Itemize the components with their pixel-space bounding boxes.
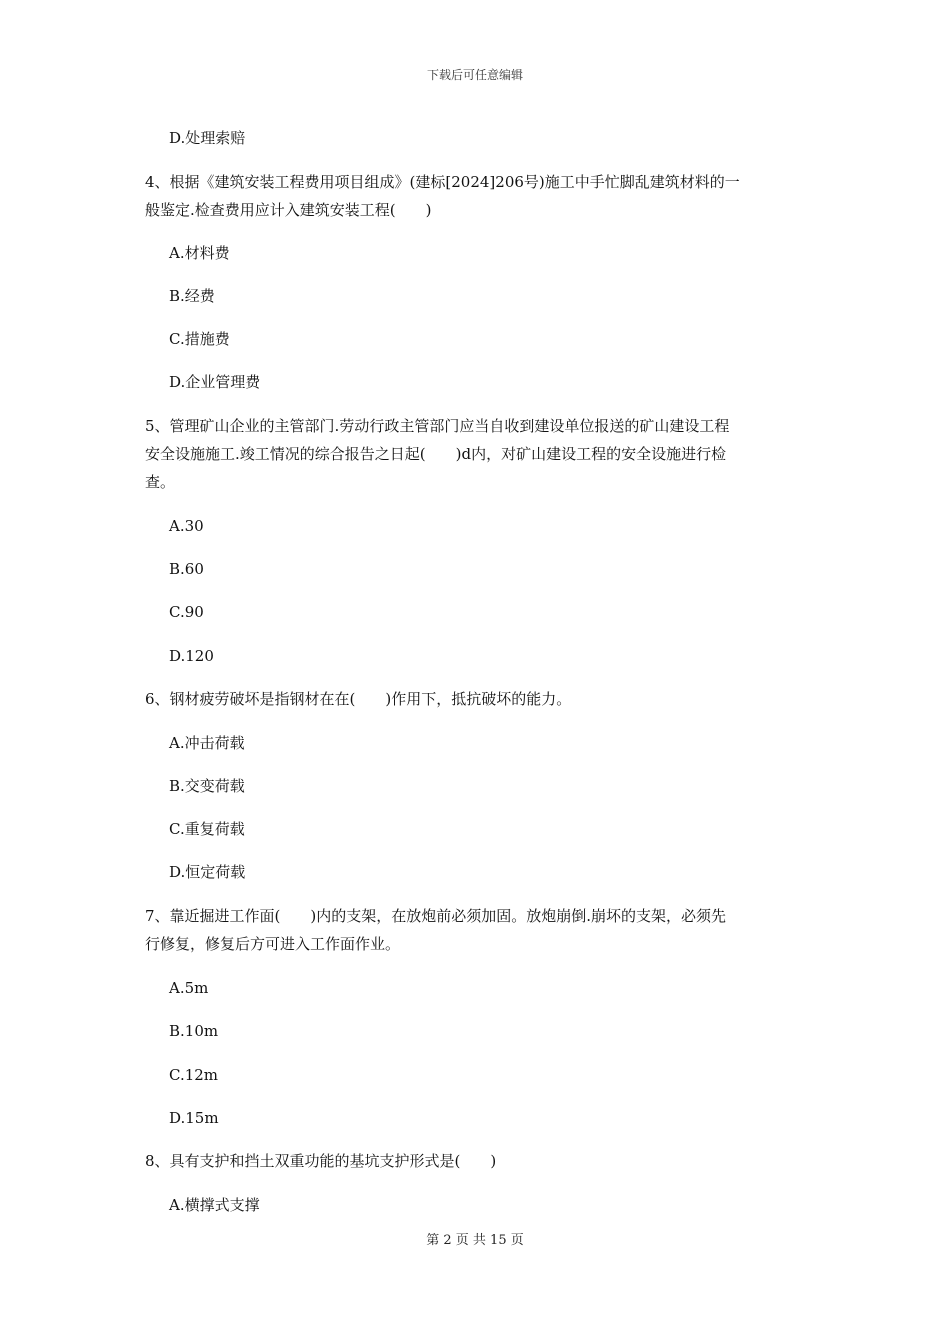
page-footer: 第 2 页 共 15 页	[426, 1233, 524, 1248]
question-5-option-d: D.120	[169, 647, 214, 665]
question-4-line-1: 4、根据《建筑安装工程费用项目组成》(建标[2024]206号)施工中手忙脚乱建筑材料的一	[145, 173, 740, 191]
question-6-option-c: C.重复荷载	[169, 820, 245, 838]
question-6-line-1: 6、钢材疲劳破坏是指钢材在在( )作用下，抵抗破坏的能力。	[145, 690, 572, 708]
question-4-option-a: A.材料费	[169, 244, 230, 262]
question-7-option-d: D.15m	[169, 1109, 219, 1127]
question-5-line-1: 5、管理矿山企业的主管部门.劳动行政主管部门应当自收到建设单位报送的矿山建设工程	[145, 417, 730, 435]
question-5-option-c: C.90	[169, 603, 204, 621]
question-5-option-a: A.30	[169, 517, 204, 535]
question-7-line-1: 7、靠近掘进工作面( )内的支架，在放炮前必须加固。放炮崩倒.崩坏的支架，必须先	[145, 907, 727, 925]
question-5-line-3: 查。	[145, 473, 176, 491]
question-4-option-d: D.企业管理费	[169, 373, 261, 391]
question-8-line-1: 8、具有支护和挡土双重功能的基坑支护形式是( )	[145, 1152, 497, 1170]
question-7-option-a: A.5m	[169, 979, 209, 997]
question-4-option-b: B.经费	[169, 287, 215, 305]
question-4-line-2: 般鉴定.检查费用应计入建筑安装工程( )	[145, 201, 432, 219]
question-4-option-c: C.措施费	[169, 330, 230, 348]
previous-question-option-d: D.处理索赔	[169, 129, 246, 147]
question-6-option-b: B.交变荷载	[169, 777, 245, 795]
question-5-option-b: B.60	[169, 560, 204, 578]
question-8-option-a: A.横撑式支撑	[169, 1196, 260, 1214]
question-7-line-2: 行修复，修复后方可进入工作面作业。	[145, 935, 401, 953]
page-header: 下载后可任意编辑	[426, 68, 523, 82]
question-5-line-2: 安全设施施工.竣工情况的综合报告之日起( )d内，对矿山建设工程的安全设施进行检	[145, 445, 727, 463]
question-7-option-b: B.10m	[169, 1022, 219, 1040]
question-6-option-a: A.冲击荷载	[169, 734, 245, 752]
question-6-option-d: D.恒定荷载	[169, 863, 246, 881]
question-7-option-c: C.12m	[169, 1066, 219, 1084]
